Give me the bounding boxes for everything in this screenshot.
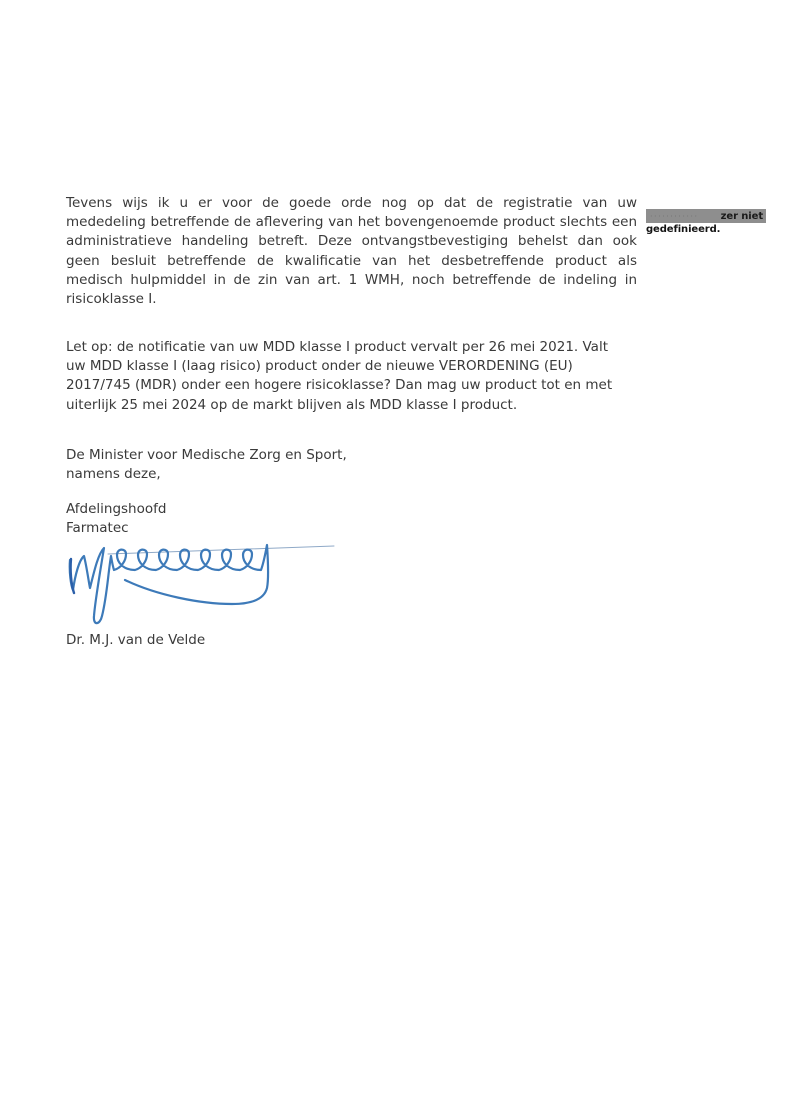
signature-main-stroke	[70, 545, 268, 623]
handwritten-signature-ink	[62, 540, 342, 632]
text-line: uw MDD klasse I (laag risico) product onder de nieuwe VERORDENING (EU)	[66, 358, 573, 375]
text-line: 2017/745 (MDR) onder een hogere risicoklasse? Dan mag uw product tot en met	[66, 377, 613, 394]
margin-note-leader-dots: ············	[650, 211, 699, 221]
paragraph-mdd-warning	[66, 338, 656, 415]
text-line: Let op: de notificatie van uw MDD klasse I product vervalt per 26 mei 2021. Valt	[66, 339, 608, 355]
closing-department	[66, 500, 166, 538]
text-line: administratieve handeling betreft. Deze ontvangstbevestiging behelst dan ook	[66, 233, 637, 250]
signatory-name: Dr. M.J. van de Velde	[66, 632, 206, 648]
text-line: Farmatec	[66, 520, 129, 537]
margin-note-continuation-text: gedefinieerd.	[646, 224, 721, 235]
text-line: uiterlijk 25 mei 2024 op de markt blijven als MDD klasse I product.	[66, 396, 518, 413]
paragraph-registration-notice	[66, 194, 637, 309]
margin-note-highlighted-text: zer niet	[720, 210, 763, 222]
margin-note-highlight-bar	[646, 209, 766, 223]
closing-minister	[66, 446, 347, 484]
text-line: Tevens wijs ik u er voor de goede orde nog op dat de registratie van uw	[66, 195, 637, 211]
text-line: Afdelingshoofd	[66, 501, 167, 517]
text-line: medisch hulpmiddel in de zin van art. 1 WMH, noch betreffende de indeling in	[66, 271, 637, 288]
text-line: geen besluit betreffende de kwalificatie van het desbetreffende product als	[66, 252, 637, 269]
text-line: De Minister voor Medische Zorg en Sport,	[66, 447, 347, 463]
text-line: mededeling betreffende de aflevering van het bovengenoemde product slechts een	[66, 214, 637, 231]
text-line: risicoklasse I.	[66, 291, 157, 308]
text-line: namens deze,	[66, 466, 161, 483]
